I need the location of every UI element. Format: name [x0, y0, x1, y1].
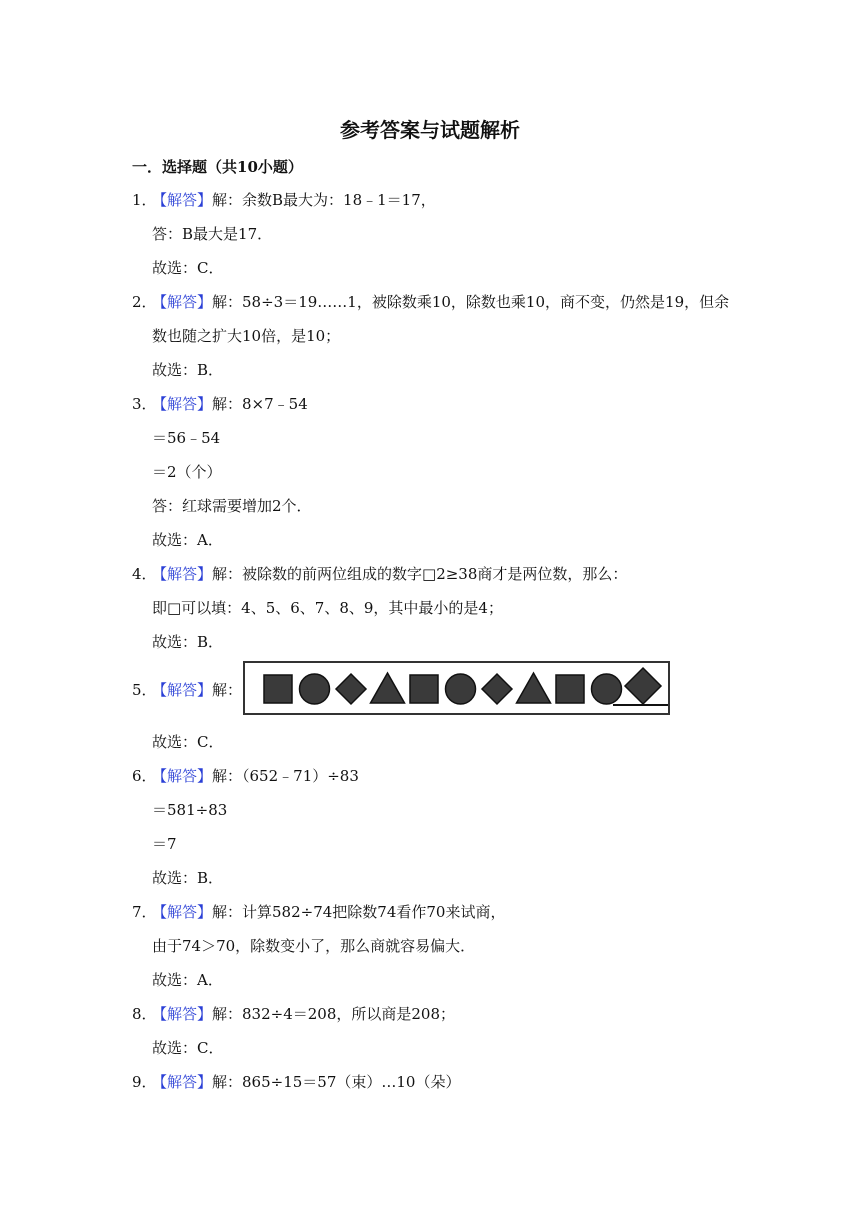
question-number: 3． [132, 395, 157, 413]
diamond-shape [625, 668, 661, 704]
answer-tag: 【解答】 [152, 191, 213, 209]
answer-text: 解：余数B最大为：18﹣1＝17， [212, 191, 436, 209]
answer-tag: 【解答】 [152, 903, 213, 921]
circle-shape [592, 674, 622, 704]
answer-6-line-1 [132, 766, 359, 786]
answer-tag: 【解答】 [152, 395, 213, 413]
answer-7-line-3: 故选：A． [152, 971, 223, 989]
question-number: 5． [132, 681, 157, 699]
square-shape [410, 675, 438, 703]
answer-tag: 【解答】 [152, 565, 213, 583]
circle-shape [300, 674, 330, 704]
answer-3-line-2: ＝56﹣54 [152, 429, 221, 447]
triangle-shape [371, 673, 405, 703]
circle-shape [446, 674, 476, 704]
answer-4-line-3: 故选：B． [152, 633, 224, 651]
shape-sequence-svg [245, 663, 668, 713]
answer-tag: 【解答】 [152, 681, 213, 699]
answer-5-line-1 [132, 680, 242, 700]
answer-1-line-2: 答：B最大是17． [152, 225, 273, 243]
answer-text: 解：58÷3＝19……1，被除数乘10，除数也乘10，商不变，仍然是19，但余 [212, 293, 730, 311]
answer-text: 解：865÷15＝57（束）…10（朵） [212, 1073, 461, 1091]
answer-7-line-2: 由于74＞70，除数变小了，那么商就容易偏大． [152, 937, 476, 955]
answer-4-line-1 [132, 564, 627, 584]
answer-text: 解： [212, 681, 243, 699]
question-number: 7． [132, 903, 157, 921]
answer-3-line-1 [132, 394, 308, 414]
answer-tag: 【解答】 [152, 767, 213, 785]
answer-1-line-1 [132, 190, 436, 210]
answer-8-line-1 [132, 1004, 455, 1024]
answer-3-line-3: ＝2（个） [152, 463, 222, 481]
diamond-shape [336, 674, 366, 704]
answer-6-line-4: 故选：B． [152, 869, 224, 887]
answer-text: 解：计算582÷74把除数74看作70来试商， [212, 903, 506, 921]
answer-7-line-1 [132, 902, 505, 922]
question-number: 1． [132, 191, 157, 209]
answer-tag: 【解答】 [152, 293, 213, 311]
question-number: 2． [132, 293, 157, 311]
shape-sequence-figure [243, 661, 670, 715]
diamond-shape [482, 674, 512, 704]
answer-2-line-1 [132, 292, 729, 312]
answer-6-line-3: ＝7 [152, 835, 177, 853]
answer-6-line-2: ＝581÷83 [152, 801, 228, 819]
answer-tag: 【解答】 [152, 1073, 213, 1091]
page-title: 参考答案与试题解析 [340, 118, 520, 142]
square-shape [556, 675, 584, 703]
answer-8-line-2: 故选：C． [152, 1039, 224, 1057]
answer-text: 解：（652﹣71）÷83 [212, 767, 359, 785]
question-number: 6． [132, 767, 157, 785]
answer-3-line-5: 故选：A． [152, 531, 223, 549]
answer-2-line-3: 故选：B． [152, 361, 224, 379]
answer-2-line-2: 数也随之扩大10倍，是10； [152, 327, 341, 345]
square-shape [264, 675, 292, 703]
section-heading: 一．选择题（共10小题） [132, 158, 303, 176]
answer-tag: 【解答】 [152, 1005, 213, 1023]
answer-9-line-1 [132, 1072, 460, 1092]
answer-5-line-2: 故选：C． [152, 733, 224, 751]
answer-text: 解：被除数的前两位组成的数字□2≥38商才是两位数，那么： [212, 565, 628, 583]
answer-3-line-4: 答：红球需要增加2个． [152, 497, 312, 515]
answer-4-line-2: 即□可以填：4、5、6、7、8、9，其中最小的是4； [152, 599, 503, 617]
answer-1-line-3: 故选：C． [152, 259, 224, 277]
answer-text: 解：8×7﹣54 [212, 395, 308, 413]
question-number: 8． [132, 1005, 157, 1023]
answer-text: 解：832÷4＝208，所以商是208； [212, 1005, 456, 1023]
question-number: 4． [132, 565, 157, 583]
question-number: 9． [132, 1073, 157, 1091]
triangle-shape [517, 673, 551, 703]
